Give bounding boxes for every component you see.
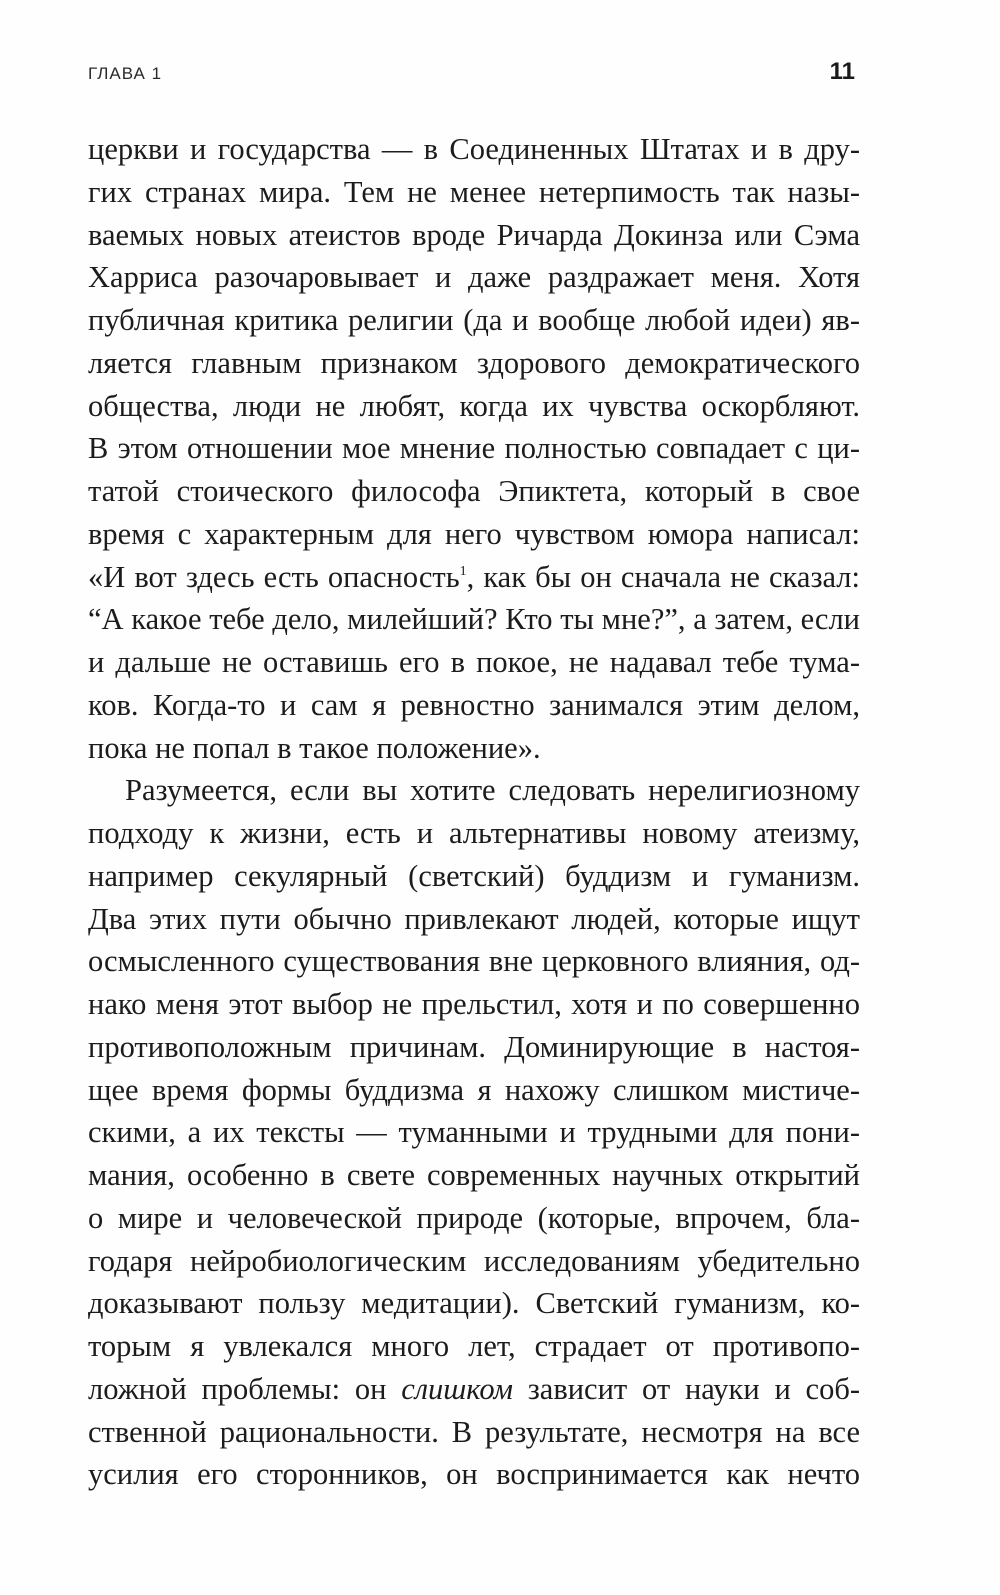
text-segment: зависит от науки и соб- <box>512 1371 860 1406</box>
text-line <box>88 385 860 428</box>
text-segment: противоположным причинам. Доминирующие в настоя- <box>88 1029 860 1064</box>
text-segment: ственной рациональности. В результате, несмотря на все <box>88 1414 860 1449</box>
text-segment: ков. Когда-то и сам я ревностно занимался этим делом, <box>88 687 860 722</box>
text-segment: подходу к жизни, есть и альтернативы новому атеизму, <box>88 816 860 850</box>
text-line <box>88 171 860 214</box>
italic-text: слишком <box>401 1371 513 1406</box>
running-head-chapter: ГЛАВА 1 <box>88 64 163 83</box>
text-line <box>88 1368 860 1411</box>
text-segment: усилия его сторонников, он воспринимается как нечто <box>88 1457 860 1492</box>
text-segment: ваемых новых атеистов вроде Ричарда Докинза или Сэма <box>88 217 860 252</box>
text-segment: пока не попал в такое положение». <box>88 730 541 765</box>
text-segment: , как бы он сначала не сказал: <box>466 559 860 594</box>
text-segment: «И вот здесь есть опасность <box>88 559 460 594</box>
text-line <box>88 1240 860 1283</box>
text-segment: церкви и государства — в Соединенных Штатах и в дру- <box>88 132 860 166</box>
body-text <box>88 128 860 1496</box>
text-segment: ложной проблемы: он <box>88 1371 402 1406</box>
text-line <box>88 556 860 599</box>
text-line <box>88 1111 860 1154</box>
text-segment: татой стоического философа Эпиктета, который в свое <box>88 474 860 508</box>
text-segment: Два этих пути обычно привлекают людей, которые ищут <box>88 901 860 936</box>
text-line <box>88 1411 860 1454</box>
text-segment: время с характерным для него чувством юмора написал: <box>88 516 860 551</box>
text-segment: В этом отношении мое мнение полностью совпадает с ци- <box>88 431 860 466</box>
text-segment: Харриса разочаровывает и даже раздражает меня. Хотя <box>88 260 860 295</box>
text-segment: публичная критика религии (да и вообще любой идеи) яв- <box>88 303 860 337</box>
text-line <box>88 855 860 898</box>
text-segment: Разумеется, если вы хотите следовать нерелигиозному <box>125 773 860 808</box>
text-segment: скими, а их тексты — туманными и трудными для пони- <box>88 1115 860 1150</box>
text-segment: годаря нейробиологическим исследованиям убедительно <box>88 1243 860 1278</box>
text-segment: щее время формы буддизма я нахожу слишком мистиче- <box>88 1072 860 1107</box>
text-segment: о мире и человеческой природе (которые, впрочем, бла- <box>88 1200 860 1235</box>
page-number: 11 <box>829 58 855 85</box>
text-line <box>88 128 860 171</box>
text-line <box>88 641 860 684</box>
text-line <box>88 256 860 299</box>
text-line <box>88 1453 860 1496</box>
text-line <box>88 1197 860 1240</box>
text-segment: нако меня этот выбор не прельстил, хотя и по совершенно <box>88 987 860 1021</box>
text-line <box>88 769 860 812</box>
text-line <box>88 1026 860 1069</box>
text-segment: торым я увлекался много лет, страдает от противопо- <box>88 1329 860 1363</box>
text-line <box>88 1325 860 1368</box>
text-segment: гих странах мира. Тем не менее нетерпимость так назы- <box>88 174 860 209</box>
text-line <box>88 898 860 941</box>
text-segment: осмысленного существования вне церковного влияния, од- <box>88 944 860 979</box>
footnote-marker[interactable]: 1 <box>459 563 467 579</box>
text-line <box>88 513 860 556</box>
text-line <box>88 727 860 770</box>
text-line <box>88 983 860 1026</box>
text-segment: доказывают пользу медитации). Светский гуманизм, ко- <box>88 1286 860 1321</box>
text-line <box>88 299 860 342</box>
text-line <box>88 427 860 470</box>
text-line <box>88 684 860 727</box>
text-segment: мания, особенно в свете современных научных открытий <box>88 1158 860 1192</box>
text-line <box>88 598 860 641</box>
text-line <box>88 1154 860 1197</box>
text-segment: “А какое тебе дело, милейший? Кто ты мне?”, а затем, если <box>88 602 860 637</box>
text-line <box>88 470 860 513</box>
text-segment: общества, люди не любят, когда их чувства оскорбляют. <box>88 388 860 423</box>
text-line <box>88 1069 860 1112</box>
text-line <box>88 342 860 385</box>
text-segment: ляется главным признаком здорового демократического <box>88 345 860 380</box>
text-segment: например секулярный (светский) буддизм и гуманизм. <box>88 858 860 893</box>
text-line <box>88 1282 860 1325</box>
text-line <box>88 940 860 983</box>
text-line <box>88 812 860 855</box>
text-segment: и дальше не оставишь его в покое, не надавал тебе тума- <box>88 645 860 679</box>
text-line <box>88 214 860 257</box>
